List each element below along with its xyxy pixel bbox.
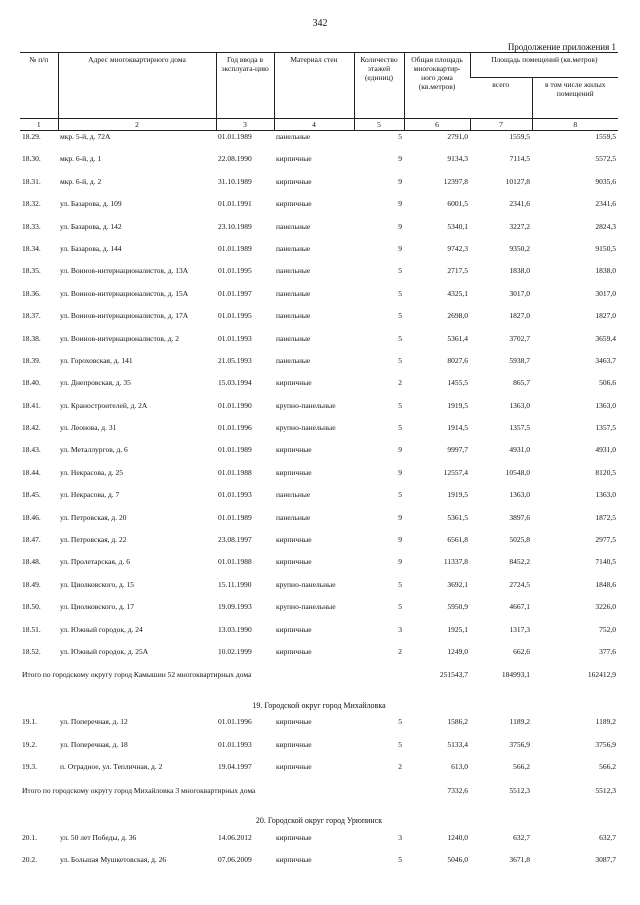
row-number: 18.44. <box>22 467 41 477</box>
row-premises-residential: 3756,9 <box>595 739 617 749</box>
row-number: 18.39. <box>22 355 41 365</box>
row-total-area: 1240,0 <box>447 832 468 842</box>
row-address: ул. Базарова, д. 144 <box>60 243 122 253</box>
row-premises-all: 1363,0 <box>509 490 530 500</box>
row-total-area: 9134,3 <box>447 154 468 164</box>
row-total-area: 5046,0 <box>447 854 468 864</box>
table-row <box>20 198 618 220</box>
row-premises-residential: 1872,5 <box>595 512 617 522</box>
row-premises-residential: 1363,0 <box>595 490 617 500</box>
row-number: 19.1. <box>22 717 37 727</box>
row-address: ул. Воинов-интернационалистов, д. 13А <box>60 266 189 276</box>
table-row <box>20 624 618 646</box>
row-premises-residential: 3017,0 <box>595 288 617 298</box>
row-premises-residential: 3087,7 <box>595 854 617 864</box>
row-floors: 9 <box>398 512 402 522</box>
row-premises-all: 662,6 <box>513 646 530 656</box>
row-address: ул. Поперечная, д. 18 <box>60 739 128 749</box>
table-row <box>20 579 618 601</box>
row-floors: 5 <box>398 739 402 749</box>
row-floors: 5 <box>398 400 402 410</box>
row-premises-residential: 566,2 <box>599 762 617 772</box>
row-floors: 9 <box>398 557 402 567</box>
row-material: кирпичные <box>276 557 312 567</box>
row-year: 23.10.1989 <box>218 221 252 231</box>
row-year: 01.01.1989 <box>218 132 252 141</box>
total-premises-residential: 5512,3 <box>595 785 617 795</box>
row-premises-residential: 632,7 <box>599 832 617 842</box>
header-total-area: Общая площадь многоквартир-ного дома (кв.метров) <box>404 53 470 119</box>
row-address: мкр. 6-й, д. 2 <box>60 176 102 186</box>
row-year: 19.04.1997 <box>218 762 252 772</box>
table-row <box>20 333 618 355</box>
section-title: 20. Городской округ город Урюпинск <box>255 816 383 826</box>
row-total-area: 11337,8 <box>443 557 468 567</box>
row-number: 18.35. <box>22 266 41 276</box>
row-material: панельные <box>276 355 311 365</box>
row-premises-all: 3671,8 <box>509 854 530 864</box>
row-floors: 2 <box>398 646 402 656</box>
table-row <box>20 265 618 287</box>
row-premises-residential: 506,6 <box>599 378 617 388</box>
total-premises-all: 5512,3 <box>509 785 530 795</box>
row-address: ул. Гороховская, д. 141 <box>60 355 133 365</box>
row-address: мкр. 6-й, д. 1 <box>60 154 102 164</box>
row-year: 01.01.1988 <box>218 557 252 567</box>
table-row <box>20 288 618 310</box>
row-total-area: 8027,6 <box>447 355 468 365</box>
row-address: мкр. 5-й, д. 72А <box>60 132 111 141</box>
row-number: 18.34. <box>22 243 41 253</box>
row-address: ул. Большая Мушкетовская, д. 26 <box>60 854 167 864</box>
table-row <box>20 512 618 534</box>
row-address: ул. Поперечная, д. 12 <box>60 717 128 727</box>
row-premises-all: 1838,0 <box>509 266 530 276</box>
row-total-area: 5361,4 <box>447 333 468 343</box>
row-material: кирпичные <box>276 832 312 842</box>
table-row <box>20 601 618 623</box>
row-number: 18.31. <box>22 176 41 186</box>
row-premises-all: 5938,7 <box>509 355 530 365</box>
row-premises-all: 3017,0 <box>509 288 530 298</box>
row-total-area: 1586,2 <box>447 717 468 727</box>
row-address: ул. Базарова, д. 109 <box>60 199 122 209</box>
row-number: 18.41. <box>22 400 41 410</box>
row-premises-residential: 2824,3 <box>595 221 617 231</box>
row-material: кирпичные <box>276 739 312 749</box>
row-premises-residential: 2977,5 <box>595 535 617 545</box>
row-number: 18.51. <box>22 624 41 634</box>
row-material: панельные <box>276 490 311 500</box>
row-total-area: 5361,5 <box>447 512 468 522</box>
row-total-area: 9742,3 <box>447 243 468 253</box>
table-row <box>20 377 618 399</box>
row-total-area: 2717,5 <box>447 266 468 276</box>
table-row <box>20 310 618 332</box>
row-premises-residential: 8120,5 <box>595 467 617 477</box>
row-year: 01.01.1993 <box>218 490 252 500</box>
row-premises-residential: 7140,5 <box>595 557 617 567</box>
table-row <box>20 444 618 466</box>
row-address: ул. Южный городок, д. 25А <box>60 646 149 656</box>
row-premises-all: 3227,2 <box>509 221 530 231</box>
row-premises-all: 2724,5 <box>509 579 530 589</box>
continuation-note: Продолжение приложения 1 <box>507 42 616 52</box>
column-number: 2 <box>58 119 216 131</box>
row-year: 07.06.2009 <box>218 854 252 864</box>
table-row <box>20 221 618 243</box>
row-premises-all: 1317,3 <box>509 624 530 634</box>
row-total-area: 12557,4 <box>443 467 468 477</box>
row-address: ул. Базарова, д. 142 <box>60 221 122 231</box>
header-premises: Площадь помещений (кв.метров) <box>470 53 618 78</box>
row-premises-all: 865,7 <box>513 378 530 388</box>
row-floors: 5 <box>398 717 402 727</box>
row-number: 20.2. <box>22 854 37 864</box>
row-premises-residential: 1848,6 <box>595 579 617 589</box>
row-material: панельные <box>276 311 311 321</box>
row-floors: 9 <box>398 154 402 164</box>
row-number: 18.40. <box>22 378 41 388</box>
row-premises-all: 7114,5 <box>509 154 530 164</box>
table-row <box>20 131 618 154</box>
row-total-area: 1914,5 <box>447 423 468 433</box>
row-year: 01.01.1997 <box>218 288 252 298</box>
row-material: панельные <box>276 266 311 276</box>
table-row <box>20 534 618 556</box>
row-floors: 9 <box>398 176 402 186</box>
row-material: кирпичные <box>276 646 312 656</box>
row-number: 18.36. <box>22 288 41 298</box>
row-year: 01.01.1996 <box>218 423 252 433</box>
total-row <box>20 784 618 810</box>
table-row <box>20 832 618 854</box>
row-floors: 2 <box>398 378 402 388</box>
total-label: Итого по городскому округу город Михайловка 3 многоквартирных дома <box>22 785 256 795</box>
table-row <box>20 422 618 444</box>
row-material: панельные <box>276 132 311 141</box>
column-number: 3 <box>216 119 274 131</box>
column-number: 1 <box>20 119 58 131</box>
total-premises-residential: 162412,9 <box>587 670 617 680</box>
row-total-area: 5950,9 <box>447 602 468 612</box>
row-premises-residential: 1357,5 <box>595 423 617 433</box>
row-total-area: 613,0 <box>451 762 468 772</box>
row-premises-all: 9350,2 <box>509 243 530 253</box>
row-material: крупно-панельные <box>276 423 336 433</box>
row-number: 18.32. <box>22 199 41 209</box>
row-material: кирпичные <box>276 762 312 772</box>
row-floors: 9 <box>398 243 402 253</box>
row-floors: 5 <box>398 423 402 433</box>
row-premises-all: 1827,0 <box>509 311 530 321</box>
row-premises-all: 10548,0 <box>505 467 530 477</box>
row-premises-all: 2341,6 <box>509 199 530 209</box>
table-row <box>20 153 618 175</box>
row-number: 18.33. <box>22 221 41 231</box>
row-premises-residential: 4931,0 <box>595 445 617 455</box>
header-year: Год ввода в эксплуата-цию <box>216 53 274 119</box>
row-premises-residential: 9150,5 <box>595 243 617 253</box>
row-premises-residential: 1189,2 <box>595 717 617 727</box>
row-number: 18.37. <box>22 311 41 321</box>
row-floors: 9 <box>398 445 402 455</box>
row-address: ул. Воинов-интернационалистов, д. 2 <box>60 333 180 343</box>
row-address: ул. Воинов-интернационалистов, д. 15А <box>60 288 189 298</box>
row-total-area: 2791,0 <box>447 132 468 141</box>
table-row <box>20 467 618 489</box>
row-premises-residential: 1559,5 <box>595 132 617 141</box>
row-number: 19.3. <box>22 762 37 772</box>
row-material: панельные <box>276 512 311 522</box>
header-premises-all: всего <box>470 78 532 119</box>
row-year: 21.05.1993 <box>218 355 252 365</box>
total-row <box>20 668 618 694</box>
row-number: 18.46. <box>22 512 41 522</box>
row-number: 18.30. <box>22 154 41 164</box>
row-year: 01.01.1989 <box>218 512 252 522</box>
row-number: 18.45. <box>22 490 41 500</box>
row-total-area: 1455,5 <box>447 378 468 388</box>
row-floors: 9 <box>398 221 402 231</box>
table-row <box>20 176 618 198</box>
column-number: 5 <box>354 119 404 131</box>
row-floors: 3 <box>398 624 402 634</box>
row-floors: 5 <box>398 579 402 589</box>
row-premises-all: 1559,5 <box>509 132 530 141</box>
row-number: 18.48. <box>22 557 41 567</box>
buildings-table <box>20 52 618 876</box>
row-premises-residential: 3659,4 <box>595 333 617 343</box>
row-material: кирпичные <box>276 199 312 209</box>
row-premises-all: 3702,7 <box>509 333 530 343</box>
column-number: 4 <box>274 119 354 131</box>
row-number: 18.29. <box>22 132 41 141</box>
column-number: 6 <box>404 119 470 131</box>
row-floors: 9 <box>398 535 402 545</box>
header-floors: Количество этажей (единиц) <box>354 53 404 119</box>
row-floors: 5 <box>398 266 402 276</box>
header-premises-residential: в том числе жилых помещений <box>532 78 618 119</box>
row-number: 18.38. <box>22 333 41 343</box>
total-area: 7332,6 <box>447 785 468 795</box>
column-number: 7 <box>470 119 532 131</box>
row-address: ул. Циолковского, д. 15 <box>60 579 135 589</box>
row-premises-all: 10127,8 <box>505 176 530 186</box>
row-premises-all: 4931,0 <box>509 445 530 455</box>
row-year: 01.01.1995 <box>218 311 252 321</box>
row-premises-residential: 3463,7 <box>595 355 617 365</box>
row-floors: 5 <box>398 333 402 343</box>
row-year: 01.01.1989 <box>218 243 252 253</box>
table-row <box>20 716 618 738</box>
row-material: крупно-панельные <box>276 602 336 612</box>
row-material: крупно-панельные <box>276 400 336 410</box>
row-premises-residential: 1827,0 <box>595 311 617 321</box>
row-premises-residential: 2341,6 <box>595 199 617 209</box>
row-year: 15.11.1990 <box>218 579 252 589</box>
row-year: 01.01.1989 <box>218 445 252 455</box>
row-address: ул. Некрасова, д. 7 <box>60 490 120 500</box>
table-row <box>20 854 618 876</box>
row-floors: 5 <box>398 355 402 365</box>
row-premises-all: 3897,6 <box>509 512 530 522</box>
row-address: ул. Петровская, д. 20 <box>60 512 127 522</box>
column-number: 8 <box>532 119 618 131</box>
row-year: 01.01.1996 <box>218 717 252 727</box>
row-total-area: 9997,7 <box>447 445 468 455</box>
table-row <box>20 646 618 668</box>
row-floors: 5 <box>398 490 402 500</box>
row-material: кирпичные <box>276 467 312 477</box>
row-material: кирпичные <box>276 854 312 864</box>
row-total-area: 6561,8 <box>447 535 468 545</box>
row-year: 01.01.1995 <box>218 266 252 276</box>
row-address: ул. Южный городок, д. 24 <box>60 624 143 634</box>
row-year: 14.06.2012 <box>218 832 252 842</box>
table-row <box>20 489 618 511</box>
row-address: ул. 50 лет Победы, д. 36 <box>60 832 137 842</box>
row-number: 18.49. <box>22 579 41 589</box>
row-year: 01.01.1990 <box>218 400 252 410</box>
row-premises-residential: 377,6 <box>599 646 617 656</box>
row-year: 31.10.1989 <box>218 176 252 186</box>
row-total-area: 1925,1 <box>447 624 468 634</box>
row-year: 23.08.1997 <box>218 535 252 545</box>
row-premises-residential: 1838,0 <box>595 266 617 276</box>
row-floors: 2 <box>398 762 402 772</box>
row-total-area: 1919,5 <box>447 490 468 500</box>
row-total-area: 6001,5 <box>447 199 468 209</box>
header-num: № п/п <box>20 53 58 119</box>
row-floors: 5 <box>398 854 402 864</box>
row-year: 01.01.1988 <box>218 467 252 477</box>
row-number: 18.50. <box>22 602 41 612</box>
row-floors: 9 <box>398 199 402 209</box>
row-total-area: 2698,0 <box>447 311 468 321</box>
row-premises-all: 3756,9 <box>509 739 530 749</box>
row-material: кирпичные <box>276 176 312 186</box>
row-address: ул. Воинов-интернационалистов, д. 17А <box>60 311 189 321</box>
row-premises-all: 4667,1 <box>509 602 530 612</box>
row-year: 19.09.1993 <box>218 602 252 612</box>
row-address: ул. Днепровская, д. 35 <box>60 378 131 388</box>
row-floors: 9 <box>398 467 402 477</box>
row-year: 13.03.1990 <box>218 624 252 634</box>
row-address: ул. Металлургов, д. 6 <box>60 445 128 455</box>
row-premises-residential: 5572,5 <box>595 154 617 164</box>
row-material: кирпичные <box>276 378 312 388</box>
row-premises-residential: 1363,0 <box>595 400 617 410</box>
row-premises-all: 5025,8 <box>509 535 530 545</box>
row-year: 10.02.1999 <box>218 646 252 656</box>
row-material: кирпичные <box>276 445 312 455</box>
row-number: 20.1. <box>22 832 37 842</box>
row-year: 01.01.1993 <box>218 739 252 749</box>
total-label: Итого по городскому округу город Камышин 52 многоквартирных дома <box>22 670 252 680</box>
row-address: ул. Краностроителей, д. 2А <box>60 400 148 410</box>
row-total-area: 1249,0 <box>447 646 468 656</box>
row-premises-residential: 9035,6 <box>595 176 617 186</box>
row-material: кирпичные <box>276 624 312 634</box>
row-material: кирпичные <box>276 717 312 727</box>
section-heading <box>20 694 618 716</box>
row-premises-all: 566,2 <box>513 762 530 772</box>
row-address: ул. Циолковского, д. 17 <box>60 602 135 612</box>
row-total-area: 4325,1 <box>447 288 468 298</box>
total-premises-all: 184993,1 <box>501 670 530 680</box>
row-number: 18.47. <box>22 535 41 545</box>
header-material: Материал стен <box>274 53 354 119</box>
row-year: 01.01.1991 <box>218 199 252 209</box>
table-row <box>20 400 618 422</box>
row-floors: 5 <box>398 132 402 141</box>
row-address: ул. Петровская, д. 22 <box>60 535 127 545</box>
row-premises-all: 1357,5 <box>509 423 530 433</box>
row-material: панельные <box>276 333 311 343</box>
row-total-area: 1919,5 <box>447 400 468 410</box>
row-number: 18.52. <box>22 646 41 656</box>
header-address: Адрес многоквартирного дома <box>58 53 216 119</box>
row-year: 01.01.1993 <box>218 333 252 343</box>
row-year: 15.03.1994 <box>218 378 252 388</box>
section-title: 19. Городской округ город Михайловка <box>252 700 386 710</box>
row-floors: 5 <box>398 602 402 612</box>
row-premises-residential: 752,0 <box>599 624 617 634</box>
row-total-area: 5133,4 <box>447 739 468 749</box>
row-number: 18.42. <box>22 423 41 433</box>
table-row <box>20 761 618 783</box>
row-premises-all: 632,7 <box>513 832 530 842</box>
row-material: панельные <box>276 221 311 231</box>
row-floors: 3 <box>398 832 402 842</box>
row-floors: 5 <box>398 288 402 298</box>
row-floors: 5 <box>398 311 402 321</box>
row-total-area: 5340,1 <box>447 221 468 231</box>
table-row <box>20 243 618 265</box>
row-number: 19.2. <box>22 739 37 749</box>
row-year: 22.08.1990 <box>218 154 252 164</box>
row-address: ул. Леонова, д. 31 <box>60 423 117 433</box>
row-address: п. Отрадное, ул. Тепличная, д. 2 <box>60 762 163 772</box>
row-premises-all: 8452,2 <box>509 557 530 567</box>
table-row <box>20 739 618 761</box>
row-material: панельные <box>276 288 311 298</box>
total-area: 251543,7 <box>439 670 468 680</box>
row-premises-all: 1363,0 <box>509 400 530 410</box>
row-address: ул. Пролетарская, д. 6 <box>60 557 130 567</box>
row-material: крупно-панельные <box>276 579 336 589</box>
table-row <box>20 556 618 578</box>
row-address: ул. Некрасова, д. 25 <box>60 467 124 477</box>
row-premises-all: 1189,2 <box>509 717 530 727</box>
section-heading <box>20 810 618 832</box>
page-number: 342 <box>312 18 328 29</box>
row-material: кирпичные <box>276 154 312 164</box>
row-material: панельные <box>276 243 311 253</box>
row-total-area: 12397,8 <box>443 176 468 186</box>
row-material: кирпичные <box>276 535 312 545</box>
row-total-area: 3692,1 <box>447 579 468 589</box>
table-row <box>20 355 618 377</box>
row-premises-residential: 3226,0 <box>595 602 617 612</box>
row-number: 18.43. <box>22 445 41 455</box>
